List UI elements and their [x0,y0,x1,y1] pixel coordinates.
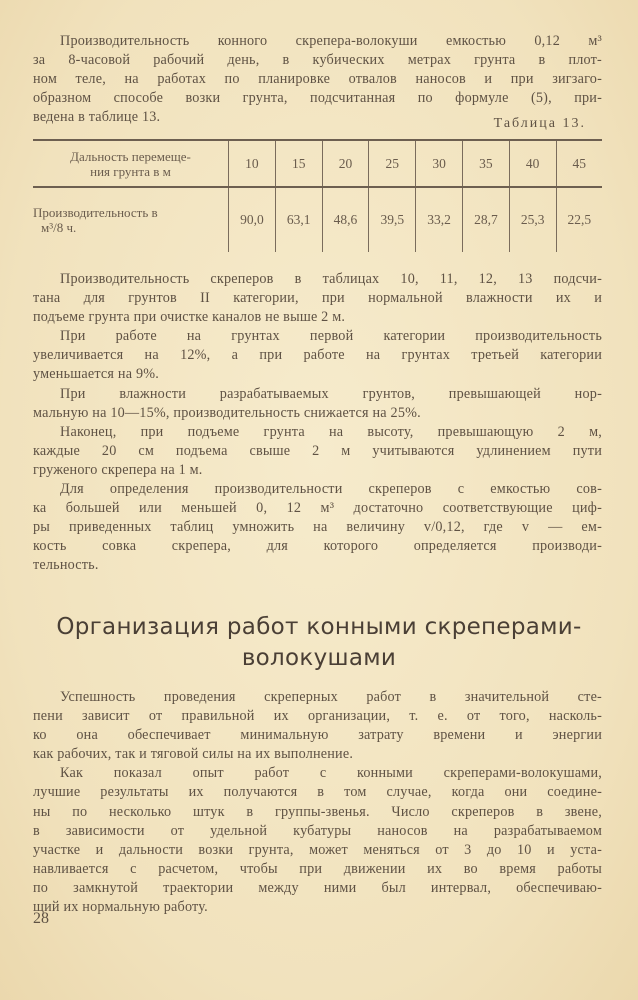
text-line: ны по несколько штук в группы-звенья. Число скреперов в звене, [33,803,602,820]
value-cell: 33,2 [416,187,463,252]
text-line: ка большей или меньшей 0, 12 м³ достаточно соответствующие циф- [33,500,602,517]
distance-cell: 30 [416,140,463,187]
section-heading [0,612,638,674]
text-line: пени зависит от правильной их организации, т. е. от того, насколь- [33,708,602,725]
text-line: Наконец, при подъеме грунта на высоту, превышающую 2 м, [60,423,602,440]
row-label [33,187,229,252]
page-number: 28 [33,910,49,927]
text-line: в зависимости от удельной кубатуры наносов на разрабатываемом [33,822,602,839]
header-label-line: ния грунта в м [90,163,171,179]
value-cell: 63,1 [275,187,322,252]
value-cell: 48,6 [322,187,369,252]
text-line: увеличивается на 12%, а при работе на грунтах третьей категории [33,347,602,364]
value-cell: 39,5 [369,187,416,252]
text-line: образном способе возки грунта, подсчитанная по формуле (5), при- [33,90,602,107]
text-line: мальную на 10—15%, производительность снижается на 25%. [33,404,421,421]
productivity-table [33,139,602,252]
text-line: Успешность проведения скреперных работ в значительной сте- [60,689,602,705]
value-cell: 25,3 [509,187,556,252]
distance-cell: 10 [229,140,276,187]
row-label-line: Производительность в [33,205,158,220]
text-line: подъеме грунта при очистке каналов не выше 2 м. [33,309,346,326]
heading-line: Организация работ конными скреперами- [56,614,582,640]
distance-cell: 45 [556,140,602,187]
text-line: уменьшается на 9%. [33,366,160,383]
text-line: ведена в таблице 13. [33,109,161,126]
text-line: тана для грунтов II категории, при нормальной влажности их и [33,290,602,307]
text-line: кость совка скрепера, для которого определяется производи- [33,538,602,555]
text-line: Производительность конного скрепера-волокуши емкостью 0,12 м³ [60,33,602,49]
text-line: Как показал опыт работ с конными скреперами-волокушами, [60,765,602,782]
text-line: ном теле, на работах по планировке отвалов наносов и при зигзаго- [33,71,602,88]
distance-cell: 25 [369,140,416,187]
table-header-row [33,140,602,187]
text-line: как рабочих, так и тяговой силы на их выполнение. [33,746,354,763]
value-cell: 22,5 [556,187,602,252]
text-line: Для определения производительности скреперов с емкостью сов- [60,481,602,498]
text-line: При влажности разрабатываемых грунтов, превышающей нор- [60,385,602,402]
text-line: груженого скрепера на 1 м. [33,461,203,478]
header-label [33,140,229,187]
distance-cell: 20 [322,140,369,187]
table-row [33,187,602,252]
distance-cell: 35 [462,140,509,187]
text-line: При работе на грунтах первой категории производительность [60,328,602,345]
distance-cell: 40 [509,140,556,187]
intro-paragraph [33,32,602,127]
text-line: ры приведенных таблиц умножить на величину v/0,12, где v — ем- [33,519,602,536]
heading-line: волокушами [241,645,397,671]
row-label-line: м³/8 ч. [41,220,77,235]
text-line: за 8-часовой рабочий день, в кубических метрах грунта в плот- [33,52,602,69]
value-cell: 90,0 [229,187,276,252]
value-cell: 28,7 [462,187,509,252]
text-line: по замкнутой траектории между ними был интервал, обеспечиваю- [33,879,602,896]
distance-cell: 15 [275,140,322,187]
table-caption: Таблица 13. [493,116,586,131]
text-line: навливается с расчетом, чтобы при движении их во время работы [33,860,602,877]
text-line: участке и дальности возки грунта, может меняться от 3 до 10 и уста- [33,841,602,858]
text-line: ко она обеспечивает минимальную затрату времени и энергии [33,727,602,744]
section-body [33,688,602,917]
text-line: каждые 20 см подъема свыше 2 м учитываются удлинением пути [33,442,602,459]
header-label-line: Дальность перемеще- [70,148,191,164]
text-line: Производительность скреперов в таблицах 10, 11, 12, 13 подсчи- [60,271,602,287]
text-line: щий их нормальную работу. [33,899,208,916]
notes-paragraphs [33,270,602,576]
text-line: тельность. [33,557,99,574]
text-line: лучшие результаты их получаются в том случае, когда они соедине- [33,784,602,801]
